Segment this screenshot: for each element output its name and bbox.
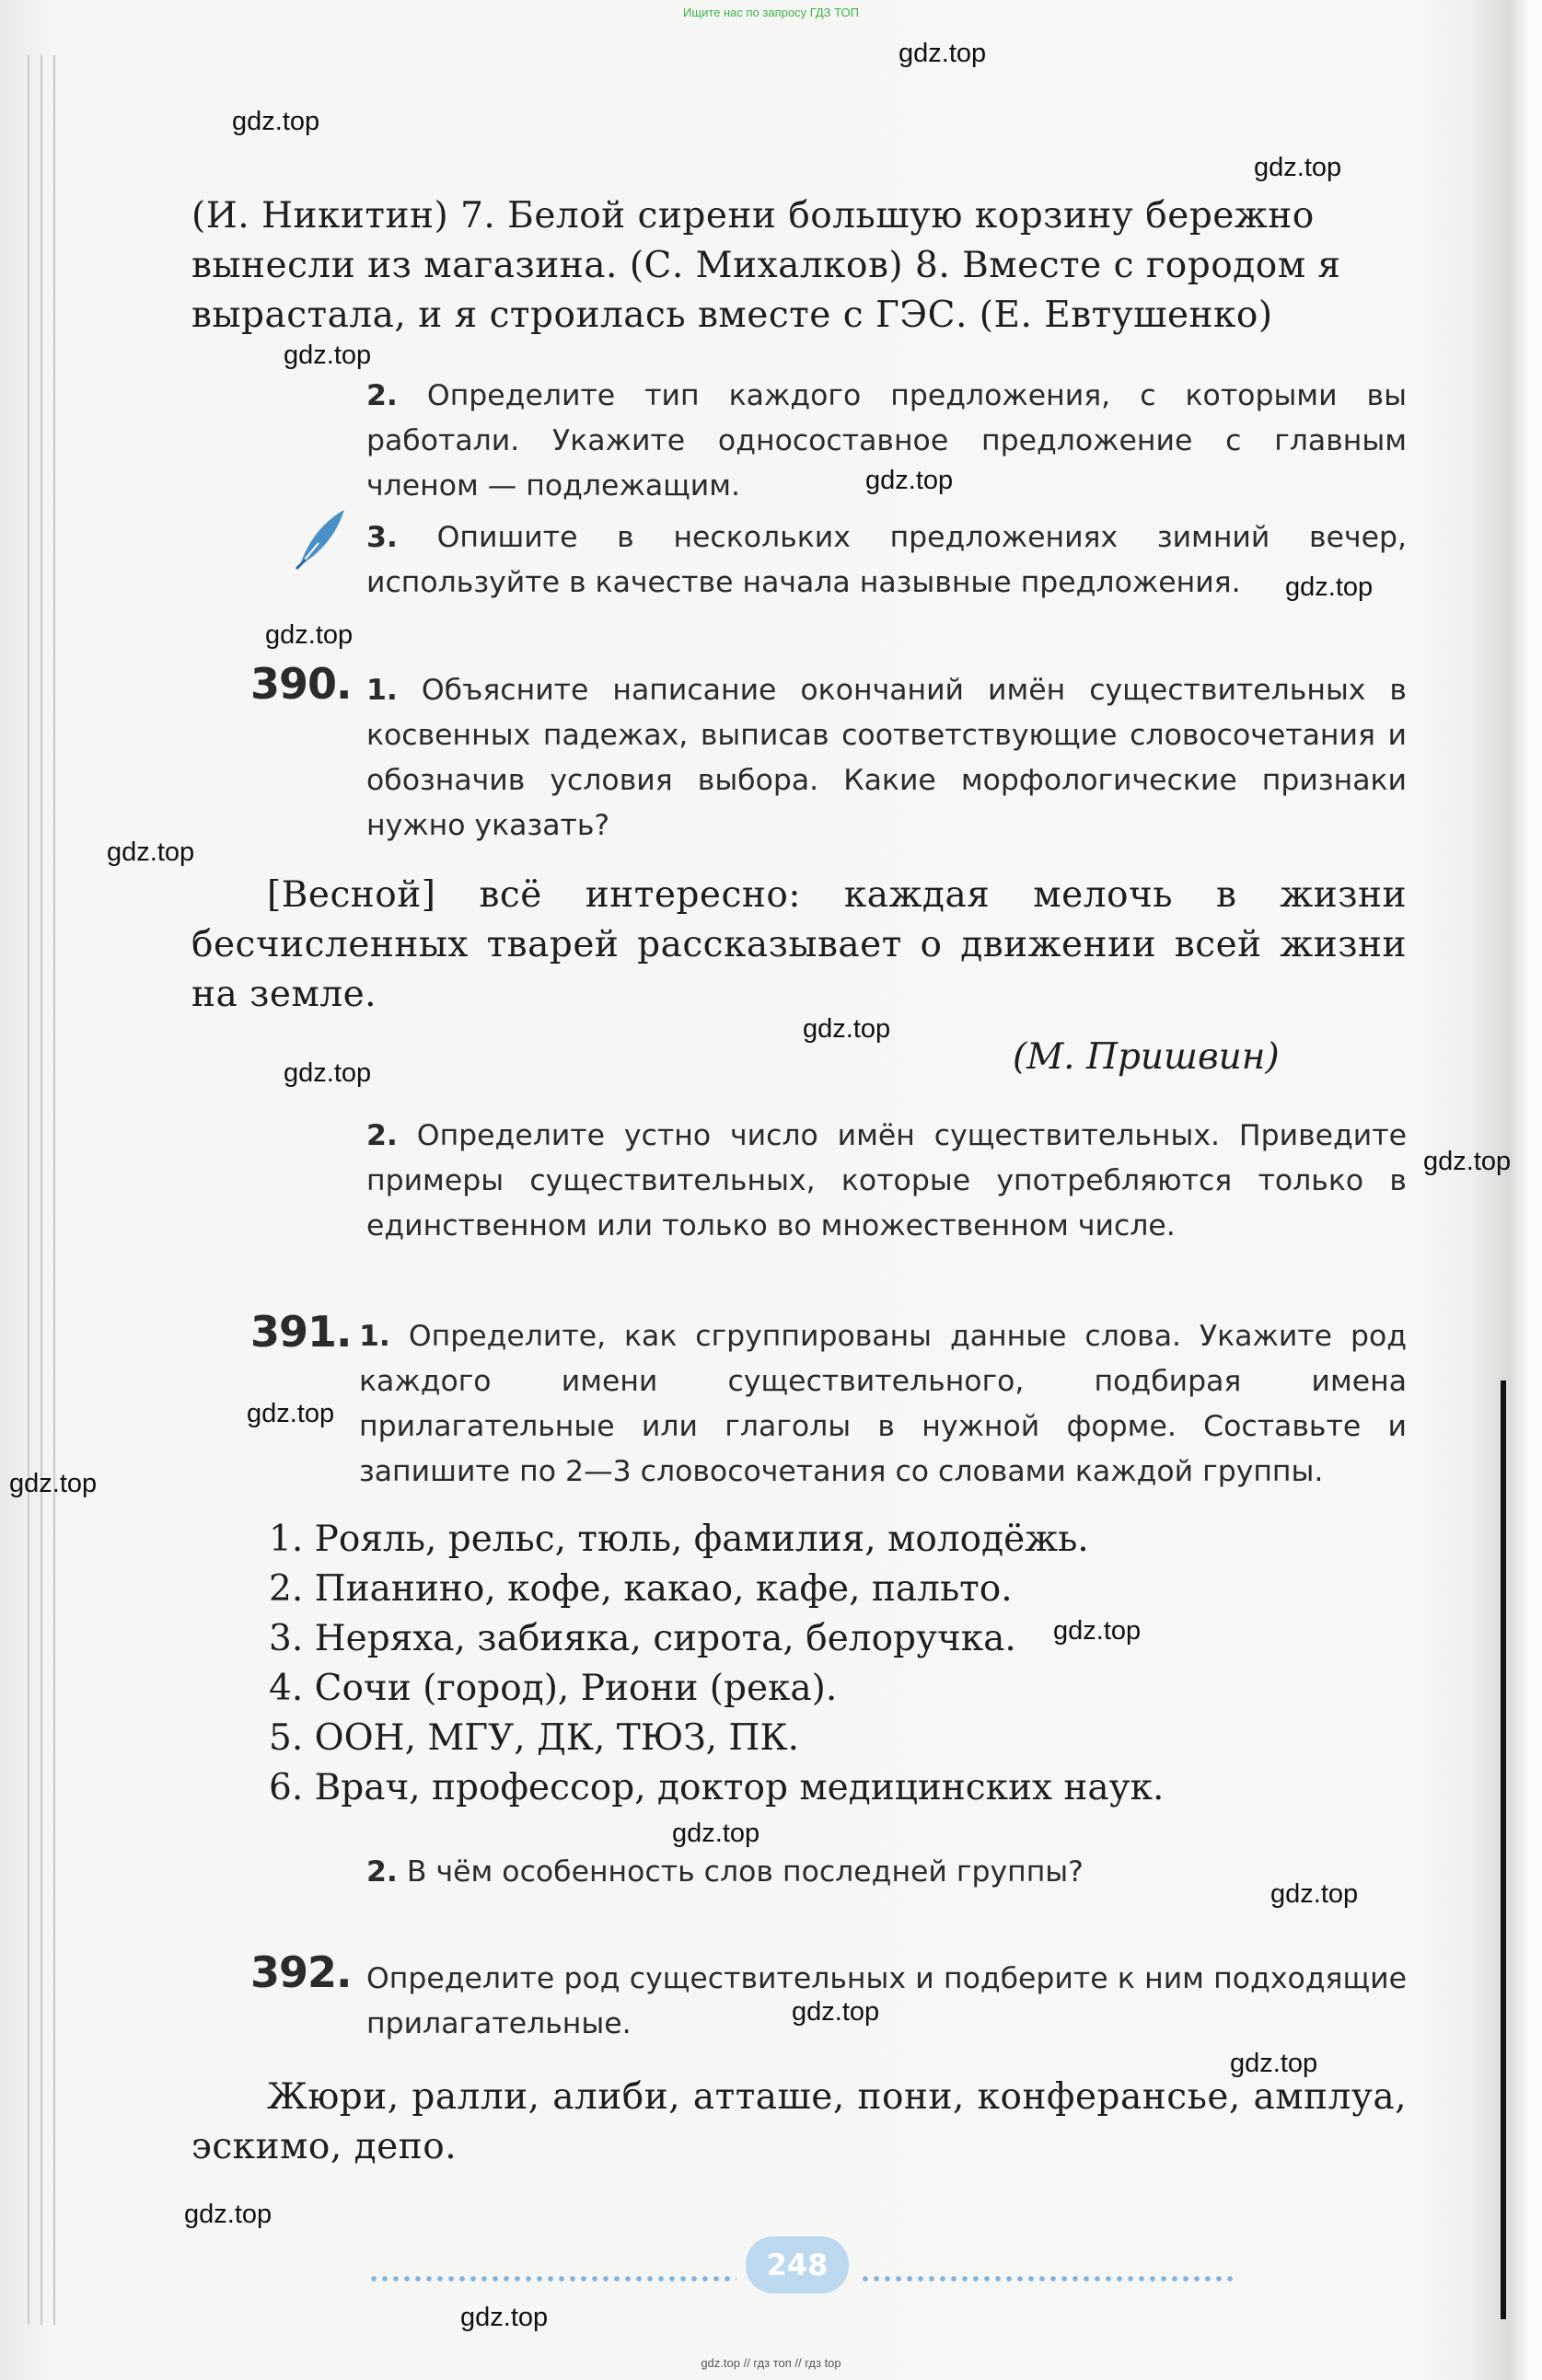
exercise-392-task: Определите род существительных и подберите к ним подходящие прилагательные.: [366, 1962, 1407, 2040]
watermark: gdz.top: [1270, 1879, 1359, 1909]
word-group-4: 4. Сочи (город), Риони (река).: [269, 1668, 838, 1709]
watermark: gdz.top: [284, 341, 372, 370]
exercise-392-words: Жюри, ралли, алиби, атташе, пони, конферансье, амплуа, эскимо, депо.: [191, 2076, 1407, 2167]
exercise-391-task-2: [366, 1850, 1407, 1895]
task-number: 1.: [366, 674, 398, 707]
task-number: 1.: [359, 1320, 390, 1353]
footer-dots-right: [860, 2275, 1237, 2282]
exercise-390-author: (М. Пришвин): [1013, 1036, 1280, 1078]
watermark: gdz.top: [899, 39, 987, 68]
watermark: gdz.top: [1053, 1616, 1142, 1646]
page-number: 248: [746, 2236, 849, 2293]
watermark: gdz.top: [460, 2303, 549, 2332]
watermark: gdz.top: [284, 1058, 372, 1088]
watermark: gdz.top: [232, 107, 320, 136]
task-number: 2.: [366, 1855, 398, 1889]
word-group-6: 6. Врач, профессор, доктор медицинских наук.: [269, 1767, 1165, 1808]
task-text: Определите устно число имён существительных. Приведите примеры существительных, которые употребляются только в единственном или только во множественном числе.: [366, 1119, 1408, 1242]
page-edge: [41, 55, 42, 2325]
intro-line-2: вынесли из магазина. (С. Михалков) 8. Вместе с городом я: [191, 245, 1341, 286]
task-text: Определите тип каждого предложения, с которыми вы работали. Укажите односоставное предложение с главным членом — подлежащим.: [366, 379, 1407, 503]
task-number: 3.: [366, 521, 398, 554]
exercise-number-390: 390.: [250, 659, 352, 709]
task-text: Опишите в нескольких предложениях зимний вечер, используйте в качестве начала назывные предложения.: [366, 521, 1408, 599]
watermark: gdz.top: [107, 838, 195, 867]
footer-dots-left: [368, 2275, 736, 2282]
task-text: В чём особенность слов последней группы?: [406, 1855, 1084, 1889]
intro-line-3: вырастала, и я строилась вместе с ГЭС. (Е. Евтушенко): [191, 295, 1273, 336]
watermark: gdz.top: [247, 1399, 335, 1428]
word-group-1: 1. Рояль, рельс, тюль, фамилия, молодёжь.: [269, 1519, 1089, 1560]
page-edge: [53, 55, 55, 2325]
watermark: gdz.top: [865, 466, 954, 495]
task-text: Определите, как сгруппированы данные слова. Укажите род каждого имени существительного, подбирая имена прилагательные или глаголы в нужной форме. Составьте и запишите по 2—3 словосочетания со словами каждой группы.: [359, 1320, 1407, 1488]
exercise-390-quote: [Весной] всё интересно: каждая мелочь в жизни бесчисленных тварей рассказывает о движении всей жизни на земле.: [191, 874, 1407, 1015]
task-number: 2.: [366, 379, 398, 412]
book-spine-shadow: [1501, 1381, 1506, 2319]
watermark: gdz.top: [9, 1469, 98, 1498]
top-note: Ищите нас по запросу ГДЗ ТОП: [683, 6, 859, 19]
watermark: gdz.top: [792, 1997, 880, 2027]
exercise-number-391: 391.: [250, 1307, 352, 1357]
watermark: gdz.top: [1230, 2049, 1318, 2078]
feather-pen-icon: [293, 506, 348, 571]
watermark: gdz.top: [265, 620, 354, 650]
watermark: gdz.top: [1254, 153, 1342, 182]
page-edge: [28, 55, 29, 2325]
exercise-391-task-1: [359, 1314, 1407, 1495]
exercise-390-task-1: [366, 668, 1407, 849]
word-group-2: 2. Пианино, кофе, какао, кафе, пальто.: [269, 1568, 1013, 1610]
watermark: gdz.top: [1423, 1147, 1512, 1176]
exercise-390-task-2: [366, 1114, 1407, 1249]
task-text: Объясните написание окончаний имён существительных в косвенных падежах, выписав соответствующие словосочетания и обозначив условия выбора. Какие морфологические признаки нужно указать?: [366, 674, 1407, 842]
watermark: gdz.top: [672, 1819, 760, 1848]
watermark: gdz.top: [803, 1014, 891, 1044]
intro-line-1: (И. Никитин) 7. Белой сирени большую корзину бережно: [191, 195, 1315, 237]
task-number: 2.: [366, 1119, 398, 1152]
bottom-note: gdz.top // гдз топ // гдз top: [701, 2356, 841, 2370]
exercise-number-392: 392.: [250, 1947, 352, 1997]
word-group-3: 3. Неряха, забияка, сирота, белоручка.: [269, 1618, 1016, 1659]
task-389-3: [366, 515, 1407, 606]
word-group-5: 5. ООН, МГУ, ДК, ТЮЗ, ПК.: [269, 1717, 800, 1759]
watermark: gdz.top: [184, 2200, 272, 2229]
watermark: gdz.top: [1285, 572, 1374, 602]
